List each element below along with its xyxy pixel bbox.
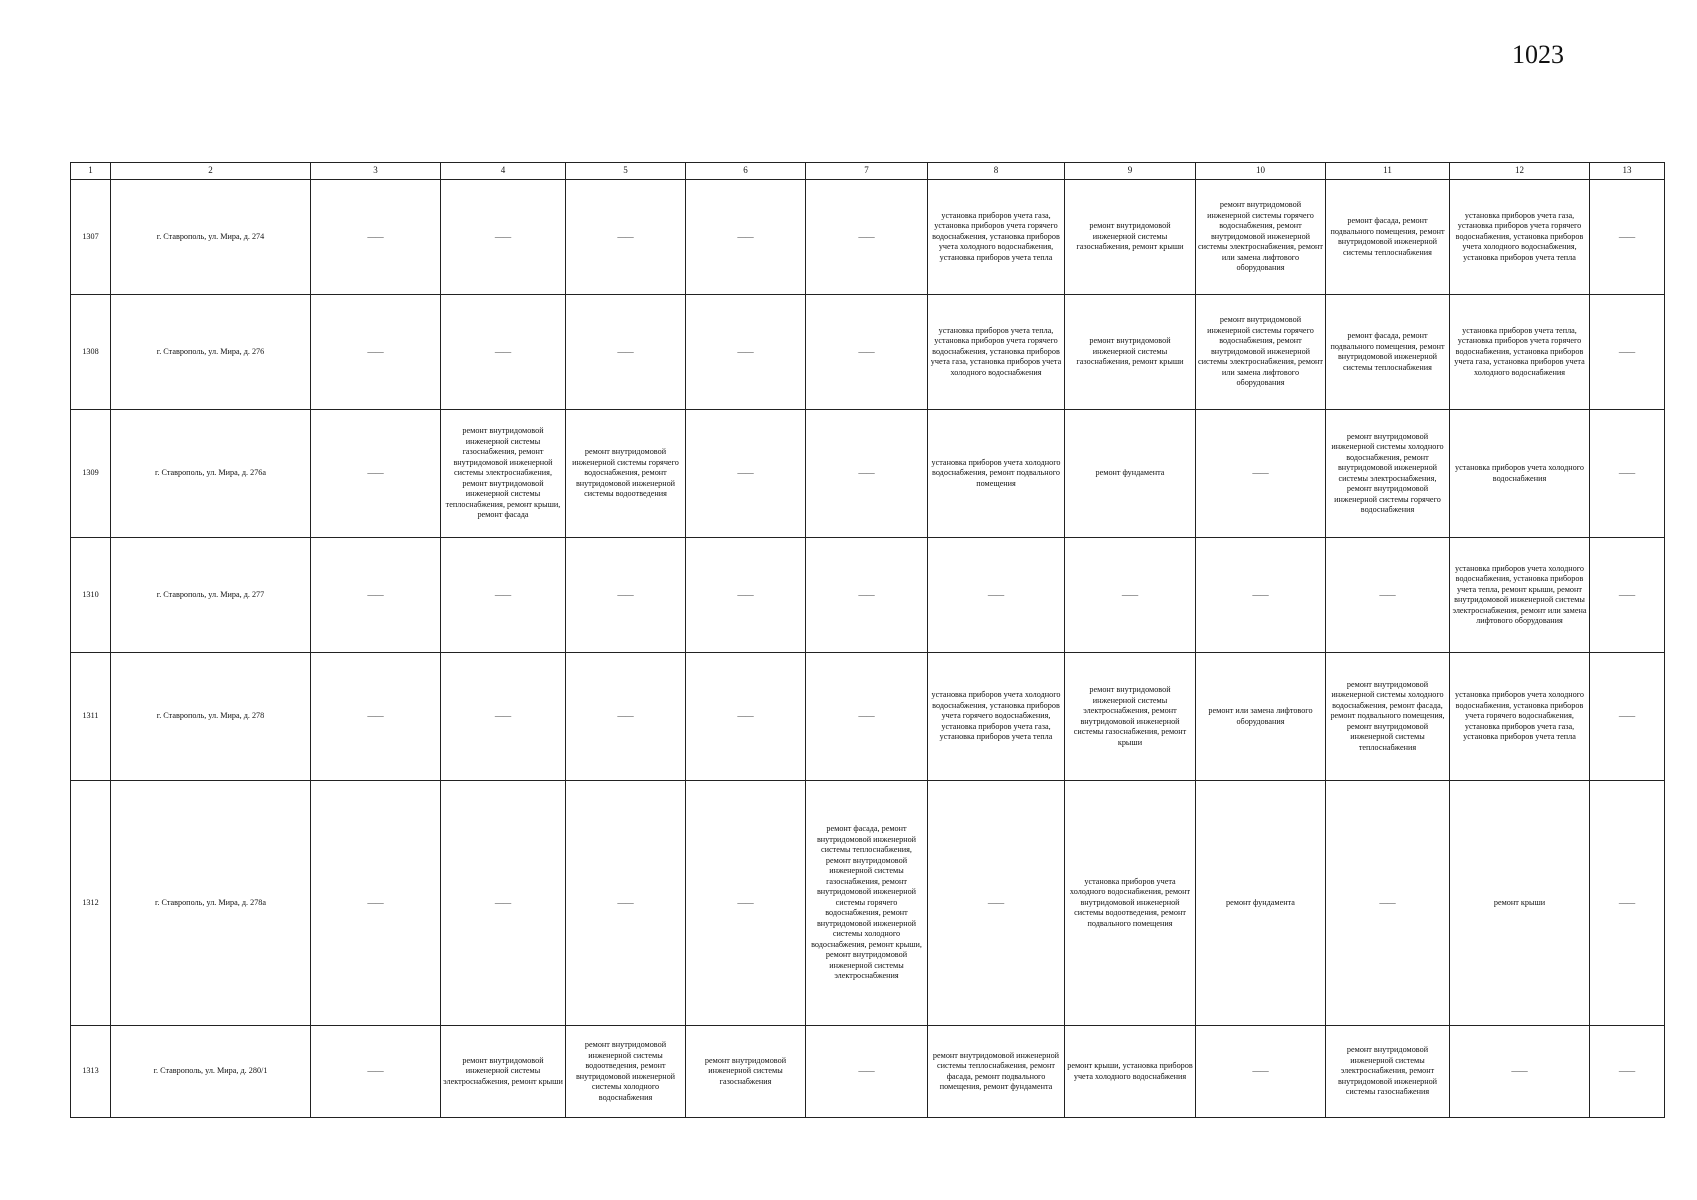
column-number-row [71,163,1665,180]
table-cell: —— [1590,1026,1665,1118]
table-cell: —— [311,653,441,781]
column-header: 4 [441,163,566,180]
table-row [71,410,1665,538]
table-cell: ремонт внутридомовой инженерной системы холодного водоснабжения, ремонт фасада, ремонт подвального помещения, ремонт внутридомовой инженерной системы теплоснабжения [1326,653,1450,781]
table-cell: —— [1590,538,1665,653]
address-cell: г. Ставрополь, ул. Мира, д. 278а [111,781,311,1026]
table-cell: установка приборов учета холодного водоснабжения, установка приборов учета горячего водоснабжения, установка приборов учета газа, установка приборов учета тепла [1450,653,1590,781]
table-cell: —— [311,295,441,410]
table-cell: —— [311,1026,441,1118]
table-cell: —— [806,180,928,295]
table-row [71,538,1665,653]
row-number-cell: 1308 [71,295,111,410]
row-number-cell: 1307 [71,180,111,295]
column-header: 5 [566,163,686,180]
address-cell: г. Ставрополь, ул. Мира, д. 276 [111,295,311,410]
table-cell: —— [1590,653,1665,781]
table-cell: ремонт внутридомовой инженерной системы горячего водоснабжения, ремонт внутридомовой инженерной системы электроснабжения, ремонт или замена лифтового оборудования [1196,180,1326,295]
table-cell: ремонт или замена лифтового оборудования [1196,653,1326,781]
table-cell: установка приборов учета холодного водоснабжения [1450,410,1590,538]
table-cell: ремонт внутридомовой инженерной системы электроснабжения, ремонт внутридомовой инженерной системы газоснабжения [1326,1026,1450,1118]
column-header: 2 [111,163,311,180]
table-row [71,1026,1665,1118]
row-number-cell: 1310 [71,538,111,653]
table-cell: ремонт фасада, ремонт подвального помещения, ремонт внутридомовой инженерной системы теплоснабжения [1326,180,1450,295]
table-cell: —— [686,538,806,653]
table-cell: ремонт крыши, установка приборов учета холодного водоснабжения [1065,1026,1196,1118]
table-cell: —— [686,653,806,781]
table-cell: —— [1326,781,1450,1026]
table-cell: —— [1590,781,1665,1026]
address-cell: г. Ставрополь, ул. Мира, д. 280/1 [111,1026,311,1118]
table-cell: —— [1196,1026,1326,1118]
address-cell: г. Ставрополь, ул. Мира, д. 277 [111,538,311,653]
table-cell: —— [806,410,928,538]
address-cell: г. Ставрополь, ул. Мира, д. 276а [111,410,311,538]
table-cell: —— [1590,295,1665,410]
table-cell: ремонт внутридомовой инженерной системы горячего водоснабжения, ремонт внутридомовой инженерной системы водоотведения [566,410,686,538]
table-cell: —— [566,781,686,1026]
table-cell: —— [1590,410,1665,538]
table-cell: ремонт внутридомовой инженерной системы холодного водоснабжения, ремонт внутридомовой инженерной системы электроснабжения, ремонт внутридомовой инженерной системы горячего водоснабжения [1326,410,1450,538]
table-cell: —— [566,295,686,410]
table-cell: —— [1590,180,1665,295]
table-cell: установка приборов учета газа, установка приборов учета горячего водоснабжения, установка приборов учета холодного водоснабжения, установка приборов учета тепла [928,180,1065,295]
table-row [71,653,1665,781]
table-cell: —— [1450,1026,1590,1118]
table-cell: установка приборов учета холодного водоснабжения, ремонт подвального помещения [928,410,1065,538]
table-cell: ремонт внутридомовой инженерной системы электроснабжения, ремонт крыши [441,1026,566,1118]
table-cell: —— [686,410,806,538]
table-cell: —— [311,410,441,538]
table-cell: ремонт внутридомовой инженерной системы теплоснабжения, ремонт фасада, ремонт подвального помещения, ремонт фундамента [928,1026,1065,1118]
row-number-cell: 1312 [71,781,111,1026]
column-header: 7 [806,163,928,180]
table-cell: установка приборов учета холодного водоснабжения, установка приборов учета горячего водоснабжения, установка приборов учета газа, установка приборов учета тепла [928,653,1065,781]
row-number-cell: 1313 [71,1026,111,1118]
table-cell: ремонт внутридомовой инженерной системы газоснабжения, ремонт внутридомовой инженерной системы электроснабжения, ремонт внутридомовой инженерной системы теплоснабжения, ремонт крыши, ремонт фасада [441,410,566,538]
table-cell: —— [311,781,441,1026]
address-cell: г. Ставрополь, ул. Мира, д. 274 [111,180,311,295]
table-cell: ремонт фасада, ремонт внутридомовой инженерной системы теплоснабжения, ремонт внутридомовой инженерной системы газоснабжения, ремонт внутридомовой инженерной системы горячего водоснабжения, ремонт внутридомовой инженерной системы холодного водоснабжения, ремонт крыши, ремонт внутридомовой инженерной системы электроснабжения [806,781,928,1026]
table-cell: —— [1326,538,1450,653]
row-number-cell: 1309 [71,410,111,538]
table-cell: ремонт внутридомовой инженерной системы газоснабжения, ремонт крыши [1065,295,1196,410]
table-cell: —— [806,295,928,410]
table-cell: ремонт фундамента [1196,781,1326,1026]
table-cell: установка приборов учета тепла, установка приборов учета горячего водоснабжения, установка приборов учета газа, установка приборов учета холодного водоснабжения [1450,295,1590,410]
table-cell: —— [928,781,1065,1026]
table-row [71,295,1665,410]
table-cell: —— [441,653,566,781]
table-cell: —— [311,180,441,295]
table-cell: —— [441,295,566,410]
table-cell: ремонт внутридомовой инженерной системы водоотведения, ремонт внутридомовой инженерной системы холодного водоснабжения [566,1026,686,1118]
column-header: 11 [1326,163,1450,180]
column-header: 12 [1450,163,1590,180]
table-body [71,180,1665,1118]
table-cell: ремонт внутридомовой инженерной системы газоснабжения [686,1026,806,1118]
table-cell: —— [1196,538,1326,653]
table-cell: —— [566,180,686,295]
column-header: 3 [311,163,441,180]
table-cell: установка приборов учета газа, установка приборов учета горячего водоснабжения, установка приборов учета холодного водоснабжения, установка приборов учета тепла [1450,180,1590,295]
address-cell: г. Ставрополь, ул. Мира, д. 278 [111,653,311,781]
table-row [71,180,1665,295]
table-cell: ремонт фундамента [1065,410,1196,538]
table-cell: —— [441,781,566,1026]
table-cell: —— [806,1026,928,1118]
table-cell: —— [1065,538,1196,653]
table-cell: ремонт внутридомовой инженерной системы горячего водоснабжения, ремонт внутридомовой инженерной системы электроснабжения, ремонт или замена лифтового оборудования [1196,295,1326,410]
repair-schedule-table [70,162,1665,1118]
table-cell: установка приборов учета холодного водоснабжения, установка приборов учета тепла, ремонт крыши, ремонт внутридомовой инженерной системы электроснабжения, ремонт или замена лифтового оборудования [1450,538,1590,653]
column-header: 10 [1196,163,1326,180]
table-cell: —— [806,538,928,653]
table-cell: установка приборов учета тепла, установка приборов учета горячего водоснабжения, установка приборов учета газа, установка приборов учета холодного водоснабжения [928,295,1065,410]
table-cell: установка приборов учета холодного водоснабжения, ремонт внутридомовой инженерной системы водоотведения, ремонт подвального помещения [1065,781,1196,1026]
column-header: 1 [71,163,111,180]
column-header: 9 [1065,163,1196,180]
table-cell: —— [928,538,1065,653]
table-cell: —— [441,180,566,295]
table-cell: ремонт внутридомовой инженерной системы электроснабжения, ремонт внутридомовой инженерной системы газоснабжения, ремонт крыши [1065,653,1196,781]
table-cell: —— [566,538,686,653]
table-cell: —— [686,781,806,1026]
page-number: 1023 [1512,40,1564,69]
table-cell: —— [806,653,928,781]
table-cell: —— [441,538,566,653]
table-cell: ремонт фасада, ремонт подвального помещения, ремонт внутридомовой инженерной системы теплоснабжения [1326,295,1450,410]
table-cell: —— [686,180,806,295]
row-number-cell: 1311 [71,653,111,781]
table-cell: —— [311,538,441,653]
column-header: 6 [686,163,806,180]
table-cell: ремонт крыши [1450,781,1590,1026]
table-cell: —— [1196,410,1326,538]
table-cell: —— [686,295,806,410]
column-header: 13 [1590,163,1665,180]
column-header: 8 [928,163,1065,180]
table-cell: —— [566,653,686,781]
table-row [71,781,1665,1026]
table-cell: ремонт внутридомовой инженерной системы газоснабжения, ремонт крыши [1065,180,1196,295]
